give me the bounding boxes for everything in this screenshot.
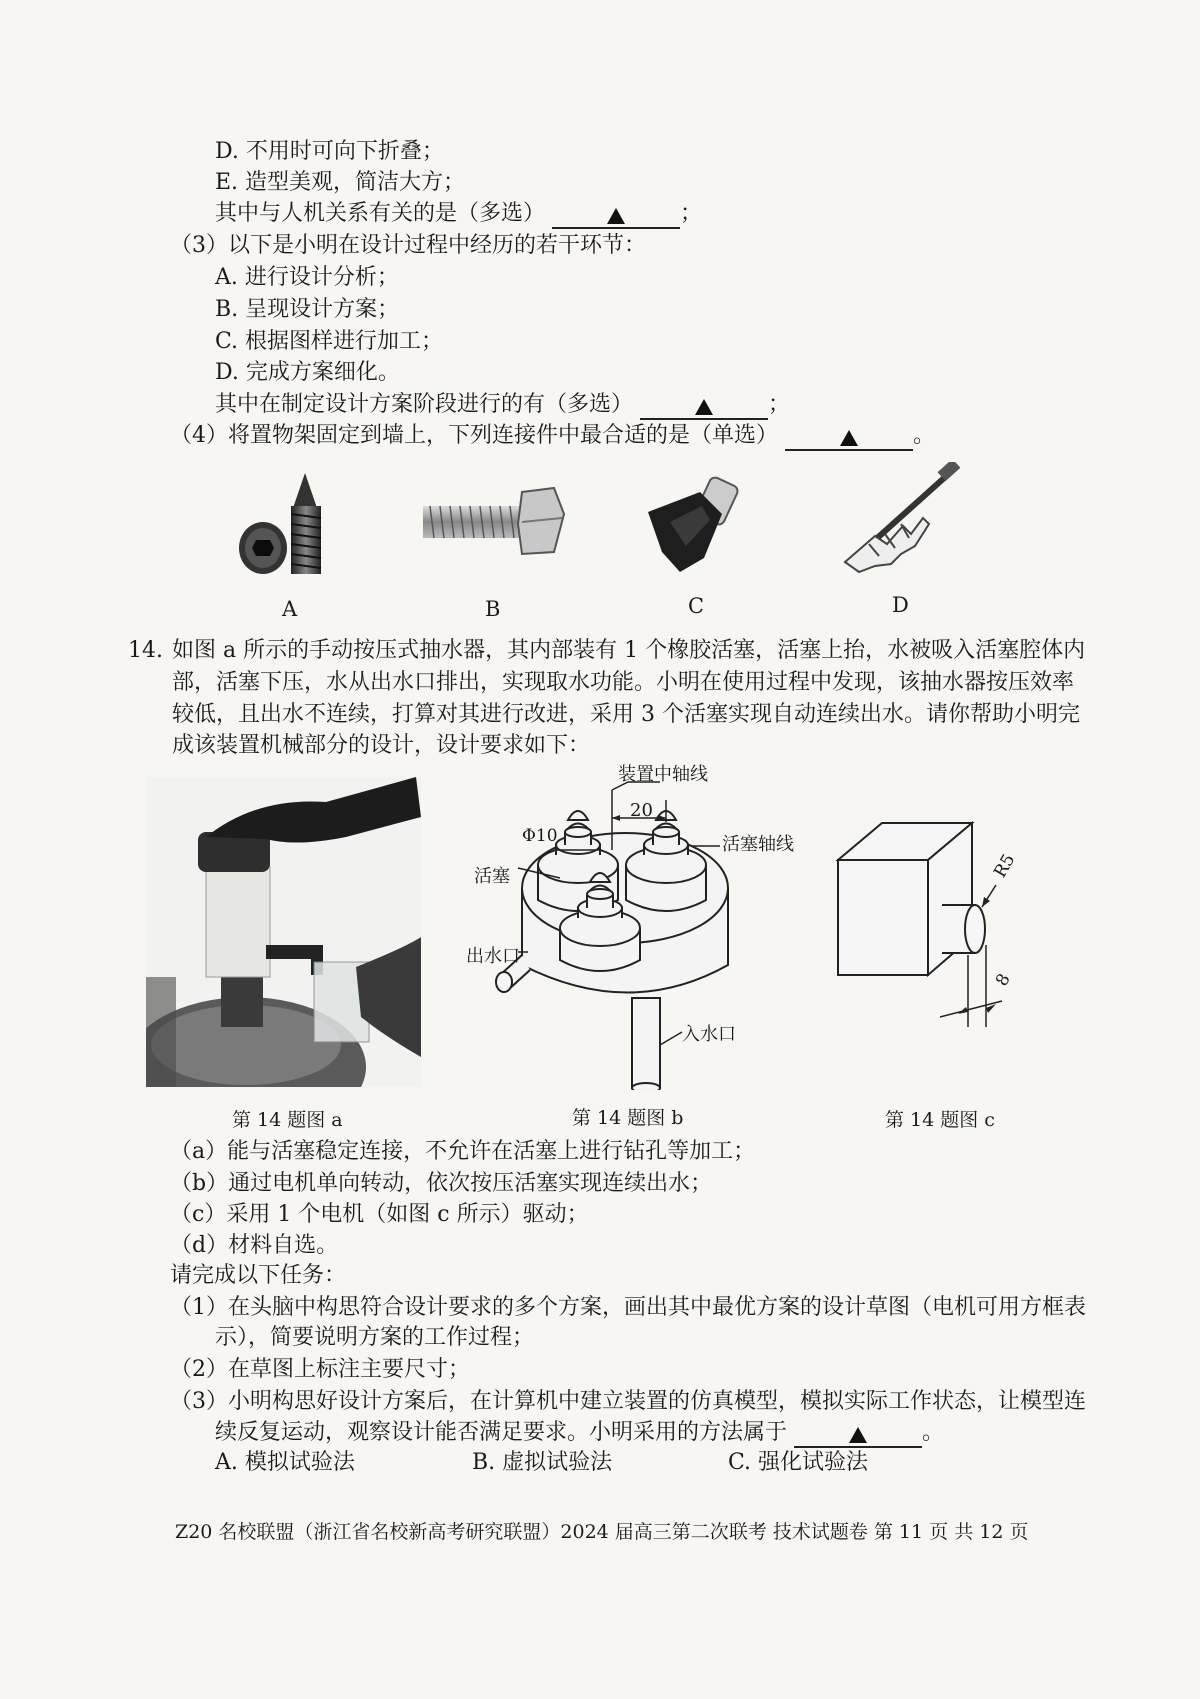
page-footer: Z20 名校联盟（浙江省名校新高考研究联盟）2024 届高三第二次联考 技术试题卷 第 11 页 共 12 页 [175,1521,1029,1543]
caption-figure-b: 第 14 题图 b [572,1107,684,1129]
task-1: （1）在头脑中构思符合设计要求的多个方案，画出其中最优方案的设计草图（电机可用方框表 [170,1295,1087,1320]
task-3: （3）小明构思好设计方案后，在计算机中建立装置的仿真模型，模拟实际工作状态，让模型连 [170,1389,1087,1414]
stem-line: 较低，且出水不连续，打算对其进行改进，采用 3 个活塞实现自动连续出水。请你帮助小明完 [172,702,1080,727]
part3-intro: （3）以下是小明在设计过程中经历的若干环节： [170,233,646,258]
hex-bolt-image [418,484,568,559]
requirement: （d）材料自选。 [170,1233,339,1258]
task-2: （2）在草图上标注主要尺寸； [170,1357,470,1382]
task-3-option-c: C. 强化试验法 [728,1450,869,1475]
part3-option-b: B. 呈现设计方案； [215,297,400,322]
task-3-option-a: A. 模拟试验法 [215,1450,355,1475]
caption-figure-c: 第 14 题图 c [885,1109,995,1131]
requirement: （b）通过电机单向转动，依次按压活塞实现连续出水； [170,1171,713,1196]
wing-knob-bolt-image [640,472,750,582]
fastener-label-c: C [688,594,705,618]
answer-blank[interactable] [785,425,913,451]
option-e: E. 造型美观，简洁大方； [215,170,466,195]
fastener-label-a: A [282,597,298,621]
caption-figure-a: 第 14 题图 a [232,1109,343,1131]
figure-a-photo [146,777,421,1087]
task-1-cont: 示），简要说明方案的工作过程； [215,1325,535,1350]
part3-option-a: A. 进行设计分析； [215,265,399,290]
requirement: （c）采用 1 个电机（如图 c 所示）驱动； [170,1202,589,1227]
answer-triangle-icon [607,208,625,224]
answer-triangle-icon [695,399,713,415]
label-outlet: 出水口 [466,946,520,967]
stem-line: 如图 a 所示的手动按压式抽水器，其内部装有 1 个橡胶活塞，活塞上抬，水被吸入活塞腔体内 [172,638,1086,663]
label-dim-8: 8 [992,970,1015,990]
label-r5: R5 [990,850,1020,882]
task-3-cont: 续反复运动，观察设计能否满足要求。小明采用的方法属于 。 [215,1418,944,1448]
part3-prompt: 其中在制定设计方案阶段进行的有（多选） ； [215,390,790,420]
question-number: 14. [128,638,163,663]
label-piston: 活塞 [474,866,510,887]
tasks-intro: 请完成以下任务： [170,1263,347,1288]
answer-blank[interactable] [552,203,680,229]
ergonomics-prompt: 其中与人机关系有关的是（多选） ； [215,199,702,229]
fastener-label-d: D [892,593,909,617]
label-piston-axis: 活塞轴线 [722,834,794,855]
answer-blank[interactable] [794,1422,922,1448]
stem-line: 部，活塞下压，水从出水口排出，实现取水功能。小明在使用过程中发现，该抽水器按压效率 [172,670,1075,695]
label-inlet: 入水口 [682,1024,736,1045]
part4-prompt: （4）将置物架固定到墙上，下列连接件中最合适的是（单选） 。 [170,421,935,451]
stem-line: 成该装置机械部分的设计，设计要求如下： [172,733,591,758]
part3-option-d: D. 完成方案细化。 [215,360,400,385]
figure-c-motor-diagram [830,805,1030,1035]
label-phi10: Φ10 [522,826,558,846]
answer-blank[interactable] [640,394,768,420]
requirement: （a）能与活塞稳定连接，不允许在活塞上进行钻孔等加工； [170,1139,756,1164]
answer-triangle-icon [840,430,858,446]
fastener-label-b: B [485,597,501,621]
answer-triangle-icon [849,1427,867,1443]
option-d: D. 不用时可向下折叠； [215,139,444,164]
wall-anchor-image [835,462,960,577]
label-center-axis: 装置中轴线 [618,764,708,785]
label-dim-20: 20 [630,800,653,821]
set-screw-image [235,468,345,588]
task-3-option-b: B. 虚拟试验法 [472,1450,613,1475]
part3-option-c: C. 根据图样进行加工； [215,329,444,354]
